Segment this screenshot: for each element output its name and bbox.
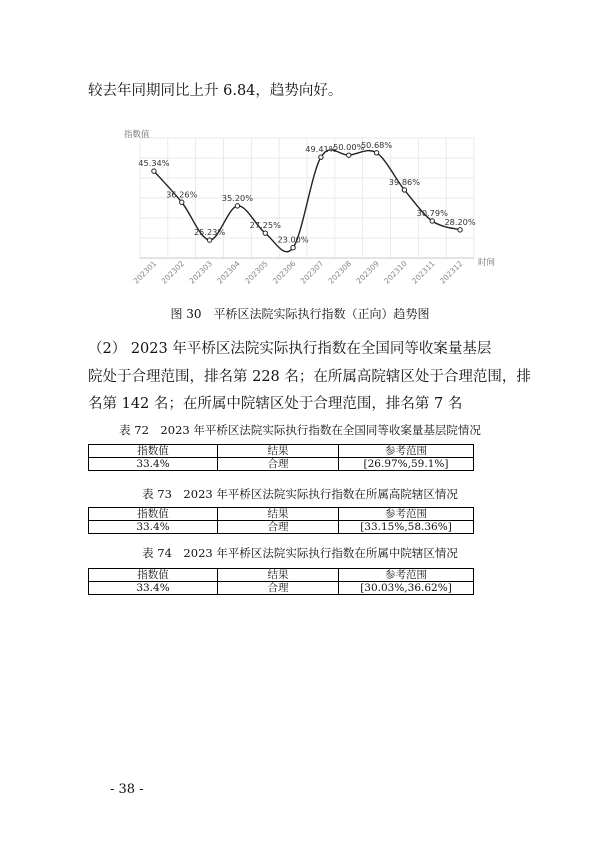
cell-result: 合理	[218, 521, 339, 534]
data-label: 39.86%	[388, 176, 421, 187]
paragraph-line-1: （2） 2023 年平桥区法院实际执行指数在全国同等收案量基层	[88, 341, 492, 357]
x-tick-label: 202308	[326, 259, 354, 286]
data-label: 35.20%	[221, 192, 254, 203]
intro-paragraph: 较去年同期同比上升 6.84，趋势向好。	[88, 83, 343, 99]
table-72-caption: 表 72 2023 年平桥区法院实际执行指数在全国同等收案量基层院情况	[119, 423, 481, 437]
page-number: - 38 -	[110, 782, 144, 797]
figure-caption: 图 30 平桥区法院实际执行指数（正向）趋势图	[170, 307, 430, 321]
data-label: 27.25%	[249, 220, 281, 231]
data-label: 23.00%	[277, 234, 309, 245]
header-index-value: 指数值	[89, 445, 218, 458]
cell-reference-range: [26.97%,59.1%]	[339, 458, 474, 471]
x-tick-label: 202312	[437, 259, 465, 286]
table-74	[88, 568, 474, 595]
paragraph-line-3: 名第 142 名；在所属中院辖区处于合理范围，排名第 7 名	[88, 396, 463, 412]
x-tick-label: 202305	[243, 259, 270, 286]
data-label: 50.68%	[360, 139, 393, 150]
cell-reference-range: [33.15%,58.36%]	[339, 521, 474, 534]
trend-line-chart	[112, 124, 500, 300]
cell-index-value: 33.4%	[89, 458, 218, 471]
y-axis-label: 指数值	[124, 130, 150, 140]
x-axis-label: 时间	[478, 258, 496, 268]
table-row	[89, 458, 474, 471]
cell-index-value: 33.4%	[89, 521, 218, 534]
x-tick-label: 202303	[187, 259, 214, 286]
data-point	[207, 238, 211, 242]
data-label: 50.00%	[333, 142, 365, 153]
x-tick-label: 202301	[131, 259, 159, 286]
data-label: 49.41%	[305, 144, 337, 155]
header-result: 结果	[218, 508, 339, 521]
data-point	[235, 204, 239, 208]
paragraph-line-2: 院处于合理范围，排名第 228 名；在所属高院辖区处于合理范围，排	[88, 369, 531, 385]
data-label: 30.79%	[416, 208, 448, 219]
x-tick-label: 202311	[410, 259, 437, 286]
data-point	[458, 228, 462, 232]
x-tick-label: 202309	[354, 259, 381, 286]
header-result: 结果	[218, 569, 339, 582]
table-row	[89, 582, 474, 595]
data-point	[402, 188, 406, 192]
cell-result: 合理	[218, 582, 339, 595]
x-tick-label: 202307	[298, 259, 326, 286]
table-72	[88, 444, 474, 471]
header-reference-range: 参考范围	[339, 508, 474, 521]
data-point	[430, 219, 434, 223]
data-point	[263, 231, 267, 235]
data-point	[319, 155, 323, 159]
cell-reference-range: [30.03%,36.62%]	[339, 582, 474, 595]
header-index-value: 指数值	[89, 508, 218, 521]
cell-index-value: 33.4%	[89, 582, 218, 595]
data-point	[374, 151, 378, 155]
x-tick-label: 202310	[382, 259, 409, 286]
table-row	[89, 521, 474, 534]
data-point	[347, 153, 351, 157]
header-index-value: 指数值	[89, 569, 218, 582]
x-tick-label: 202302	[159, 259, 187, 286]
header-reference-range: 参考范围	[339, 445, 474, 458]
data-label: 36.26%	[166, 189, 198, 200]
x-tick-label: 202304	[215, 259, 242, 286]
data-point	[291, 246, 295, 250]
data-point	[152, 169, 156, 173]
table-73-caption: 表 73 2023 年平桥区法院实际执行指数在所属高院辖区情况	[142, 487, 458, 501]
cell-result: 合理	[218, 458, 339, 471]
table-74-caption: 表 74 2023 年平桥区法院实际执行指数在所属中院辖区情况	[142, 546, 458, 560]
table-header-row	[89, 445, 474, 458]
table-header-row	[89, 508, 474, 521]
data-label: 28.20%	[444, 216, 476, 227]
data-point	[180, 200, 184, 204]
chart-ticks	[132, 259, 465, 286]
data-label: 25.23%	[193, 227, 226, 238]
table-73	[88, 507, 474, 534]
x-tick-label: 202306	[270, 259, 298, 286]
table-header-row	[89, 569, 474, 582]
header-result: 结果	[218, 445, 339, 458]
data-label: 45.34%	[138, 158, 170, 169]
header-reference-range: 参考范围	[339, 569, 474, 582]
